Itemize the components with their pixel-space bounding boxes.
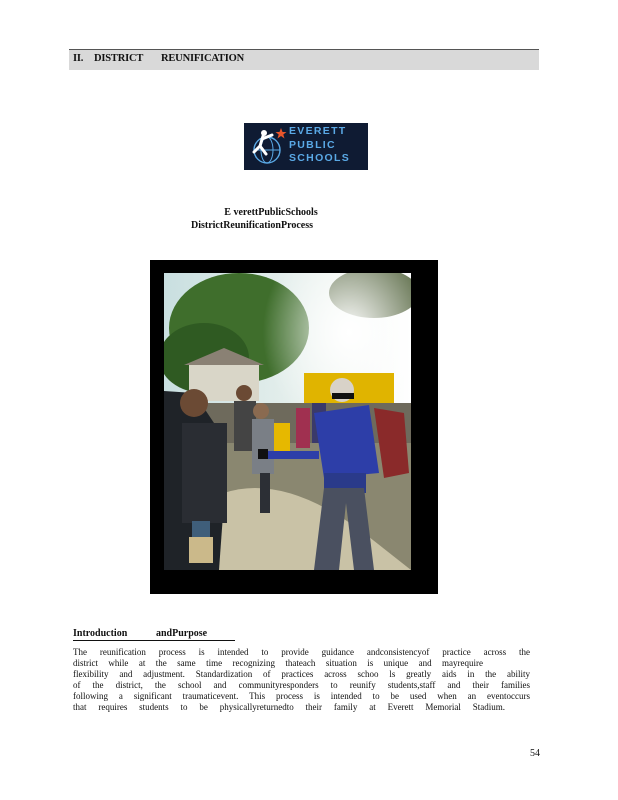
page-number: 54 (530, 748, 540, 759)
paragraph-line: flexibility and adjustment. Standardization of practices across schoo ls greatly aids in the ability (73, 669, 530, 679)
section-number: II. (73, 53, 84, 64)
intro-heading (73, 628, 235, 641)
document-title-line-2: DistrictReunificationProcess (190, 220, 313, 231)
logo-line-3: SCHOOLS (289, 152, 351, 164)
intro-heading-part-2: andPurpose (156, 628, 208, 639)
logo-line-1: EVERETT (289, 125, 347, 137)
document-title (0, 206, 618, 232)
star-icon (276, 128, 287, 139)
intro-heading-part-1: Introduction (73, 628, 128, 639)
section-title-word-2: REUNIFICATION (161, 53, 244, 64)
paragraph-line: The reunification process is intended to provide guidance andconsistencyof practice across the (73, 647, 530, 657)
paragraph-line: of the district, the school and communityresponders to reunify students,staff and their families (73, 680, 530, 690)
section-heading-bar (69, 49, 539, 70)
section-title-word-1: DISTRICT (94, 53, 144, 64)
logo-line-2: PUBLIC (289, 138, 336, 151)
intro-paragraph (73, 647, 530, 713)
globe-runner-icon (248, 126, 288, 166)
reunification-photo (164, 273, 411, 570)
paragraph-line: following a significant traumaticevent. This process is intended to be used when an eventoccurs (73, 691, 530, 701)
paragraph-line: that requires students to be physicallyreturnedto their family at Everett Memorial Stadium. (73, 702, 505, 712)
paragraph-line: district while at the same time recognizing thateach situation is unique and mayrequire (73, 658, 483, 668)
everett-public-schools-logo (244, 123, 368, 170)
document-title-line-1: E verettPublicSchools (224, 207, 318, 218)
photo-frame (150, 260, 438, 594)
